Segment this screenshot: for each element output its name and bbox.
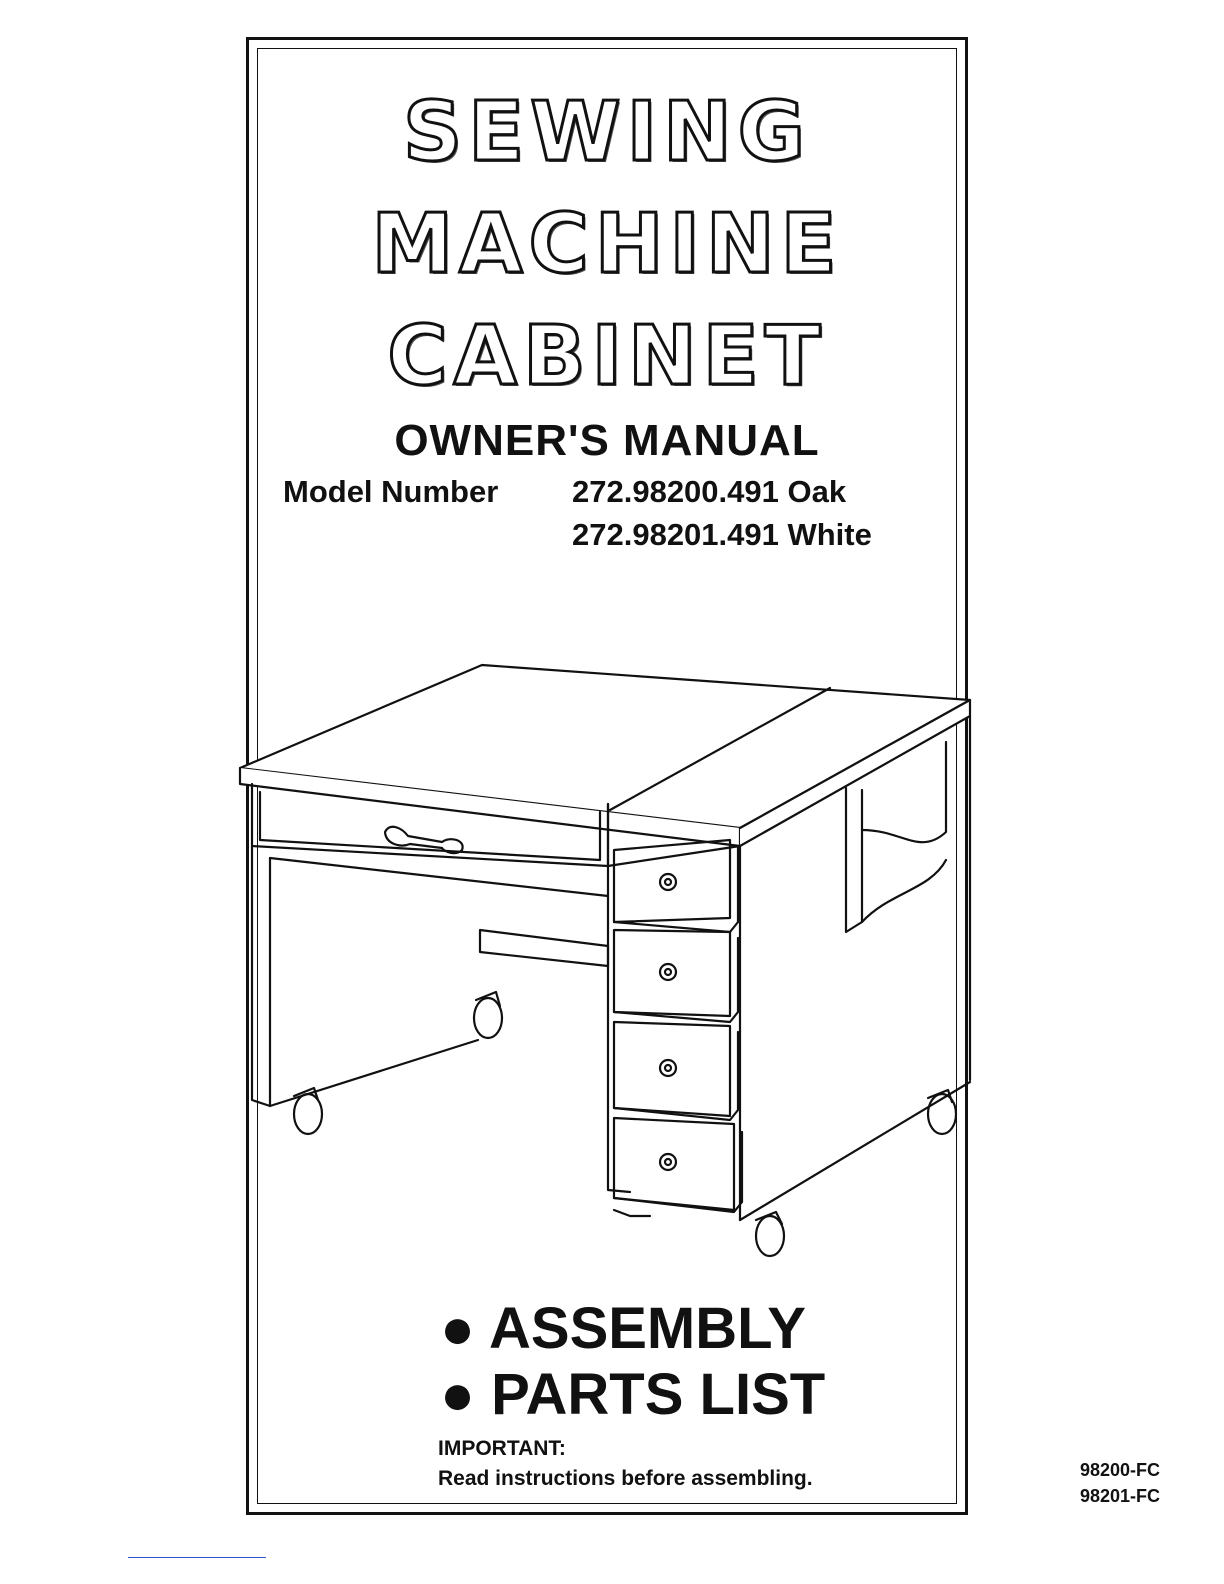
scan-artifact-line — [128, 1557, 266, 1558]
important-instruction: Read instructions before assembling. — [438, 1467, 813, 1490]
model-number-white: 272.98201.491 White — [572, 517, 872, 552]
title-line-2: MACHINE — [371, 197, 843, 292]
model-number-label: Model Number — [283, 474, 499, 509]
form-code-1: 98200-FC — [1080, 1460, 1161, 1480]
title-line-1: SEWING — [403, 85, 811, 180]
owners-manual-heading: OWNER'S MANUAL — [394, 416, 820, 465]
form-code-2: 98201-FC — [1080, 1486, 1161, 1506]
cabinet-illustration — [230, 660, 990, 1260]
bullet-assembly: ● ASSEMBLY — [440, 1296, 806, 1361]
bullet-parts-list: ● PARTS LIST — [440, 1362, 826, 1427]
title-line-3: CABINET — [387, 309, 827, 404]
model-number-oak: 272.98200.491 Oak — [572, 474, 847, 509]
important-label: IMPORTANT: — [438, 1437, 566, 1460]
